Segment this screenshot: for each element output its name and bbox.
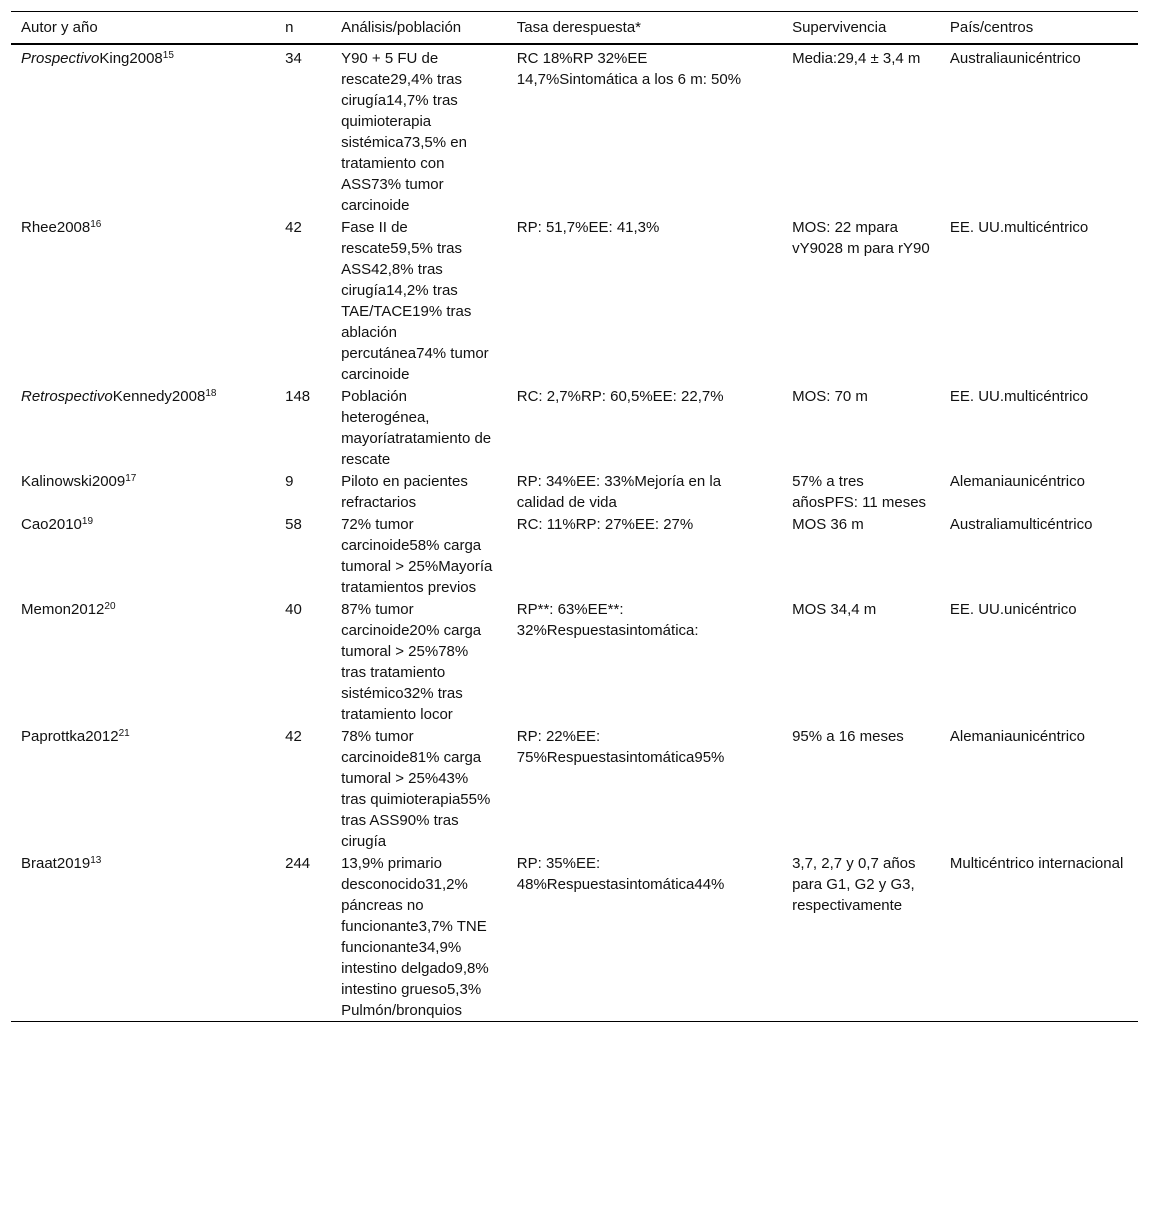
cell-country: EE. UU.multicéntrico xyxy=(949,388,1089,405)
cell-response: RP: 34%EE: 33%Mejoría en la calidad de vida xyxy=(516,473,722,511)
reference: 19 xyxy=(81,516,94,527)
cell-n: 58 xyxy=(285,516,302,533)
reference: 21 xyxy=(118,728,130,739)
cell-n: 244 xyxy=(285,855,311,872)
table-row xyxy=(11,513,1138,598)
header-response: Tasa derespuesta* xyxy=(507,12,782,45)
author-name: King2008 xyxy=(99,50,163,67)
study-type: Prospectivo xyxy=(21,50,100,67)
results-table xyxy=(11,11,1138,1022)
cell-country: Australiaunicéntrico xyxy=(949,50,1081,67)
table-row xyxy=(11,385,1138,470)
reference: 20 xyxy=(104,601,116,612)
cell-country: Australiamulticéntrico xyxy=(949,516,1093,533)
author-name: Rhee2008 xyxy=(21,219,91,236)
cell-country: Multicéntrico internacional xyxy=(949,855,1124,872)
author-name: Kalinowski2009 xyxy=(21,473,126,490)
table-row xyxy=(11,852,1138,1022)
cell-survival: MOS: 70 m xyxy=(792,388,868,405)
cell-analysis: 87% tumor carcinoide20% carga tumoral > 25%78% tras tratamiento sistémico32% tras tratamiento locor xyxy=(341,601,482,723)
cell-author xyxy=(11,385,275,470)
cell-analysis: Piloto en pacientes refractarios xyxy=(341,473,468,511)
header-row xyxy=(11,12,1138,45)
cell-response: RC: 11%RP: 27%EE: 27% xyxy=(516,516,694,533)
cell-n: 34 xyxy=(285,50,302,67)
cell-author xyxy=(11,852,275,1022)
cell-n: 42 xyxy=(285,219,302,236)
author-name: Braat2019 xyxy=(21,855,91,872)
table-row xyxy=(11,216,1138,385)
cell-author xyxy=(11,513,275,598)
cell-survival: 3,7, 2,7 y 0,7 años para G1, G2 y G3, respectivamente xyxy=(792,855,916,914)
cell-author xyxy=(11,44,275,216)
cell-analysis: Y90 + 5 FU de rescate29,4% tras cirugía14,7% tras quimioterapia sistémica73,5% en tratamiento con ASS73% tumor carcinoide xyxy=(341,50,467,214)
cell-survival: 95% a 16 meses xyxy=(792,728,904,745)
cell-n: 40 xyxy=(285,601,302,618)
cell-author xyxy=(11,598,275,725)
cell-response: RP: 22%EE: 75%Respuestasintomática95% xyxy=(516,728,725,766)
table-row xyxy=(11,470,1138,513)
cell-country: Alemaniaunicéntrico xyxy=(949,473,1085,490)
header-author: Autor y año xyxy=(11,12,275,45)
cell-n: 9 xyxy=(285,473,294,490)
reference: 15 xyxy=(162,50,174,61)
cell-response: RP: 51,7%EE: 41,3% xyxy=(516,219,660,236)
author-name: Kennedy2008 xyxy=(112,388,206,405)
cell-analysis: 72% tumor carcinoide58% carga tumoral > 25%Mayoría tratamientos previos xyxy=(341,516,493,596)
cell-survival: MOS 34,4 m xyxy=(792,601,877,618)
reference: 16 xyxy=(90,219,102,230)
table-row xyxy=(11,44,1138,216)
cell-survival: MOS: 22 mpara vY9028 m para rY90 xyxy=(792,219,930,257)
table-row xyxy=(11,725,1138,852)
cell-n: 42 xyxy=(285,728,302,745)
cell-author xyxy=(11,470,275,513)
reference: 13 xyxy=(90,855,102,866)
author-name: Memon2012 xyxy=(21,601,105,618)
cell-author xyxy=(11,216,275,385)
cell-response: RP**: 63%EE**: 32%Respuestasintomática: xyxy=(516,601,699,639)
cell-author xyxy=(11,725,275,852)
cell-analysis: Población heterogénea, mayoríatratamiento de rescate xyxy=(341,388,492,468)
cell-analysis: Fase II de rescate59,5% tras ASS42,8% tras cirugía14,2% tras TAE/TACE19% tras ablación percutánea74% tumor carcinoide xyxy=(341,219,489,383)
reference: 17 xyxy=(125,473,137,484)
cell-survival: MOS 36 m xyxy=(792,516,864,533)
header-analysis: Análisis/población xyxy=(331,12,507,45)
cell-response: RP: 35%EE: 48%Respuestasintomática44% xyxy=(516,855,725,893)
cell-response: RC: 2,7%RP: 60,5%EE: 22,7% xyxy=(516,388,724,405)
reference: 18 xyxy=(205,388,217,399)
header-country: País/centros xyxy=(940,12,1138,45)
cell-survival: 57% a tres añosPFS: 11 meses xyxy=(792,473,927,511)
cell-country: EE. UU.multicéntrico xyxy=(949,219,1089,236)
cell-n: 148 xyxy=(285,388,311,405)
study-type: Retrospectivo xyxy=(21,388,113,405)
header-n: n xyxy=(275,12,331,45)
header-survival: Supervivencia xyxy=(782,12,940,45)
cell-country: EE. UU.unicéntrico xyxy=(949,601,1077,618)
author-name: Cao2010 xyxy=(21,516,82,533)
cell-survival: Media:29,4 ± 3,4 m xyxy=(792,50,921,67)
cell-analysis: 78% tumor carcinoide81% carga tumoral > 25%43% tras quimioterapia55% tras ASS90% tras cirugía xyxy=(341,728,491,850)
table-row xyxy=(11,598,1138,725)
cell-country: Alemaniaunicéntrico xyxy=(949,728,1085,745)
cell-response: RC 18%RP 32%EE 14,7%Sintomática a los 6 m: 50% xyxy=(516,50,742,88)
cell-analysis: 13,9% primario desconocido31,2% páncreas no funcionante3,7% TNE funcionante34,9% intestino delgado9,8% intestino grueso5,3% Pulmón/bronquios xyxy=(341,855,489,1019)
author-name: Paprottka2012 xyxy=(21,728,119,745)
